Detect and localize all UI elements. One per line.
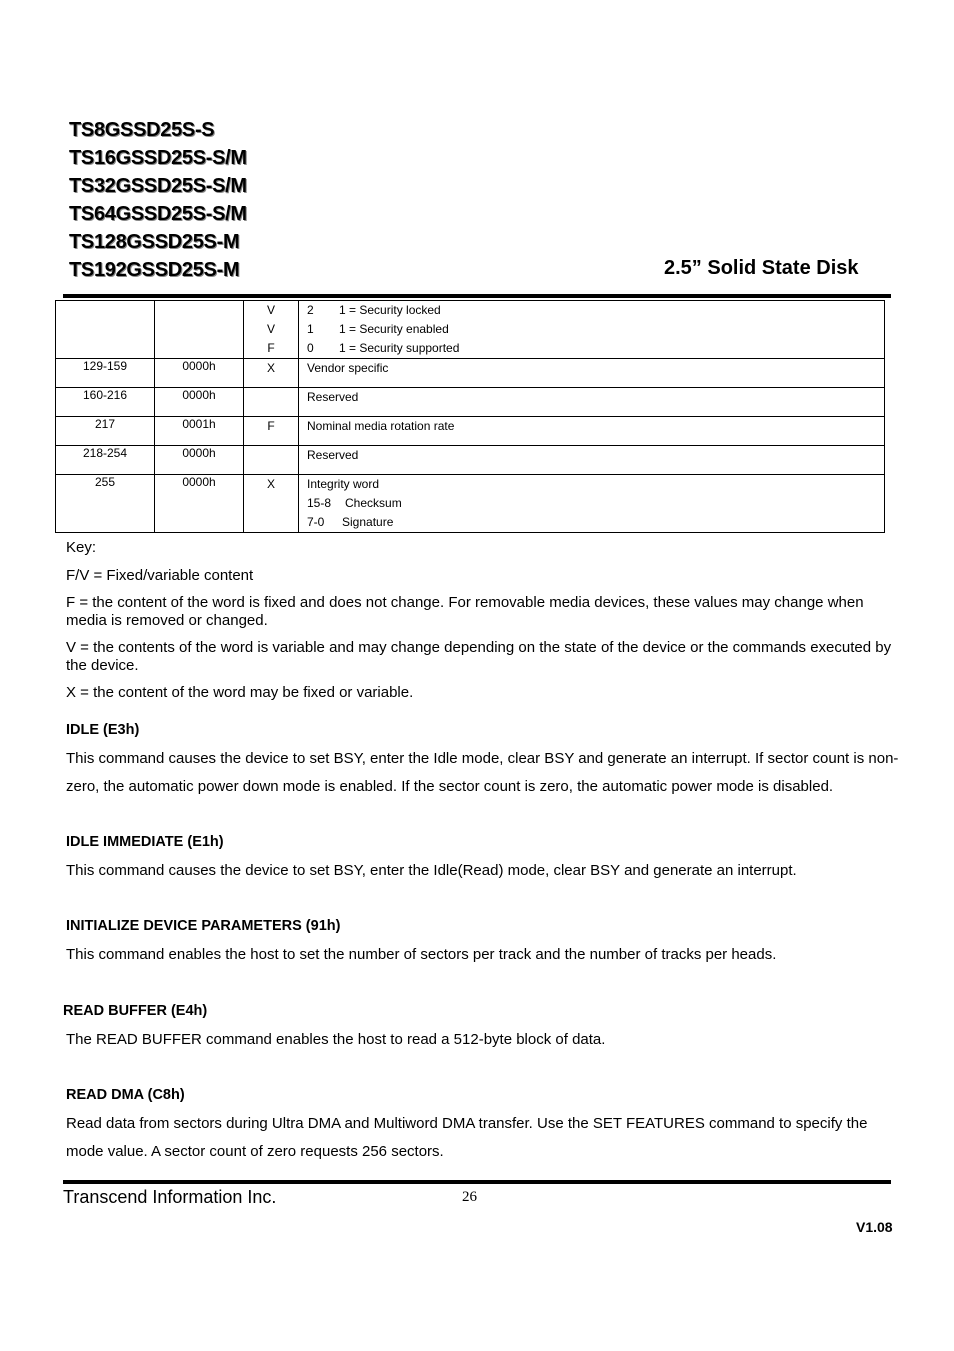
word-number: 255 <box>94 475 116 489</box>
default-value: 0000h <box>182 446 216 460</box>
section-text: This command causes the device to set BSY, enter the Idle mode, clear BSY and generate an interrupt. If sector count is non-zero, the automatic power down mode is enabled. If the sector count is zero, the automatic power mode is disabled. <box>66 750 899 795</box>
key-v: V = the contents of the word is variable and may change depending on the state of the device or the commands executed by the device. <box>66 639 892 674</box>
word-description: Reserved <box>299 388 885 417</box>
table-row <box>56 301 885 359</box>
table-row <box>56 446 885 475</box>
value-cell <box>155 301 244 359</box>
model-name: TS192GSSD25S-M <box>69 259 240 281</box>
page-number: 26 <box>462 1189 477 1205</box>
table-row <box>56 388 885 417</box>
fv-flag: V <box>266 303 275 317</box>
bit-number: 0 <box>307 341 314 355</box>
word-description: Reserved <box>299 446 885 475</box>
bit-description: Checksum <box>345 496 402 510</box>
word-number: 129-159 <box>82 359 128 373</box>
word-number: 218-254 <box>82 446 128 460</box>
model-name: TS16GSSD25S-S/M <box>69 147 247 169</box>
fv-cell <box>244 301 299 359</box>
key-x: X = the content of the word may be fixed or variable. <box>66 684 414 701</box>
bit-number: 1 <box>307 322 314 336</box>
table-row <box>56 417 885 446</box>
section-heading: IDLE (E3h) <box>66 722 140 738</box>
description-cell <box>299 301 885 359</box>
model-name: TS8GSSD25S-S <box>69 119 215 141</box>
model-list <box>69 116 247 284</box>
word-cell <box>56 301 155 359</box>
bit-description: 1 = Security supported <box>339 341 460 355</box>
word-number: 160-216 <box>82 388 128 402</box>
fv-flag: F <box>267 341 275 355</box>
section-text: This command enables the host to set the number of sectors per track and the number of tracks per heads. <box>66 946 777 963</box>
fv-flag <box>244 446 299 475</box>
bit-number: 15-8 <box>307 496 332 510</box>
document-subtitle: 2.5” Solid State Disk <box>664 257 859 279</box>
fv-flag: V <box>266 322 275 336</box>
table-row <box>56 359 885 388</box>
bit-description: Signature <box>342 515 394 529</box>
fv-flag <box>244 388 299 417</box>
word-description: Vendor specific <box>299 359 885 388</box>
word-description: Nominal media rotation rate <box>299 417 885 446</box>
identify-data-table <box>55 300 885 533</box>
section-heading: IDLE IMMEDIATE (E1h) <box>66 834 224 850</box>
bit-number: 7-0 <box>307 515 325 529</box>
bit-number: 2 <box>307 303 314 317</box>
header-divider <box>63 294 891 298</box>
model-name: TS64GSSD25S-S/M <box>69 203 247 225</box>
section-heading: READ DMA (C8h) <box>66 1087 185 1103</box>
bit-description: 1 = Security enabled <box>339 322 449 336</box>
fv-flag: X <box>244 475 299 533</box>
section-text: The READ BUFFER command enables the host to read a 512-byte block of data. <box>66 1031 606 1048</box>
word-number: 217 <box>94 417 116 431</box>
default-value: 0000h <box>182 475 216 489</box>
table-row <box>56 475 885 533</box>
bit-description: 1 = Security locked <box>339 303 441 317</box>
key-fv: F/V = Fixed/variable content <box>66 567 254 584</box>
description-cell <box>299 475 885 533</box>
company-name: Transcend Information Inc. <box>63 1187 277 1207</box>
default-value: 0000h <box>182 359 216 373</box>
key-f: F = the content of the word is fixed and does not change. For removable media devices, these values may change when media is removed or changed. <box>66 594 864 629</box>
model-name: TS32GSSD25S-S/M <box>69 175 247 197</box>
section-heading: INITIALIZE DEVICE PARAMETERS (91h) <box>66 918 341 934</box>
key-title: Key: <box>66 539 97 556</box>
default-value: 0001h <box>182 417 216 431</box>
document-version: V1.08 <box>856 1219 893 1235</box>
model-name: TS128GSSD25S-M <box>69 231 240 253</box>
section-text: Read data from sectors during Ultra DMA and Multiword DMA transfer. Use the SET FEATURES command to specify the mode value. A sector count of zero requests 256 sectors. <box>66 1115 868 1160</box>
default-value: 0000h <box>182 388 216 402</box>
section-heading: READ BUFFER (E4h) <box>63 1003 208 1019</box>
footer-divider <box>63 1180 891 1184</box>
fv-flag: F <box>244 417 299 446</box>
fv-flag: X <box>244 359 299 388</box>
section-text: This command causes the device to set BSY, enter the Idle(Read) mode, clear BSY and generate an interrupt. <box>66 862 797 879</box>
word-description: Integrity word <box>307 477 380 491</box>
